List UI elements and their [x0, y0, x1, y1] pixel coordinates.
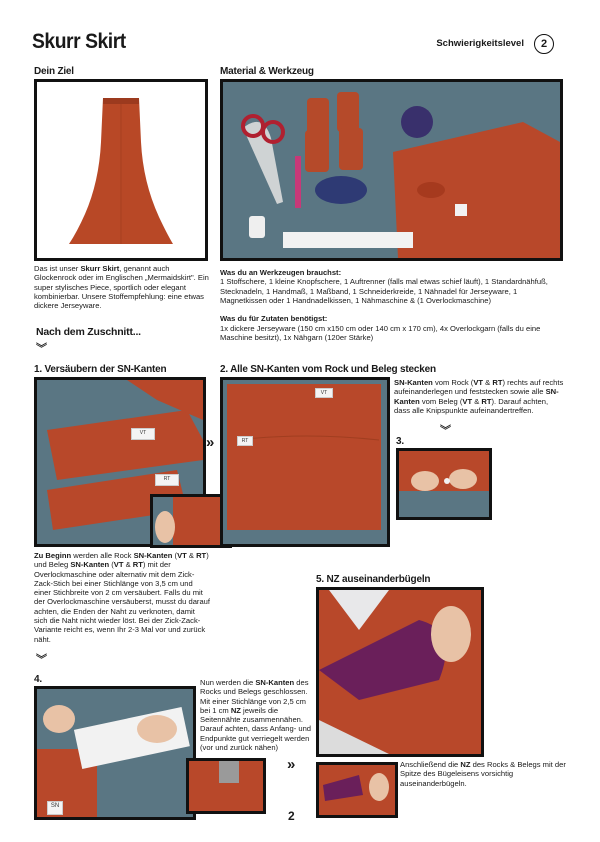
- step1-text: Zu Beginn werden alle Rock SN-Kanten (VT & RT) und Beleg SN-Kanten (VT & RT) mit der Overlockmaschine oder alternativ mit dem Zick-Zack-Stich bei einer Stichlänge von 3,5 cm und einer Stichbreite von 2 cm versäubert. Falls du mit der Overlockmaschine versäuberst, musst du darauf achten, die Enden der Naht zu verknoten, damit sich die Naht nicht wieder löst. Bei der Zick-Zack-Variante reicht es, wenn Ihr 2-3 Mal vor und zurück näht.: [34, 551, 210, 644]
- difficulty-label: Schwierigkeitslevel: [436, 38, 524, 49]
- rt-tag: RT: [237, 436, 253, 446]
- goal-description: Das ist unser Skurr Skirt, genannt auch Glockenrock oder im Englischen „Mermaidskirt". Ein super stylisches Piece, sportlich oder elegant kombinierbar. Unsere Stoffempfehlung: eine etwas dickere Jerseyware.: [34, 264, 209, 311]
- step3-heading: 3.: [396, 436, 404, 447]
- double-chevron-down-icon: ︾: [36, 343, 47, 355]
- iron-detail-illustration: [319, 765, 395, 815]
- goal-photo: [34, 79, 208, 261]
- chevron-right-icon: »: [287, 756, 296, 773]
- materials-text: Was du an Werkzeugen brauchst: 1 Stoffschere, 1 kleine Knopfschere, 1 Auftrenner (falls mal etwas schief läuft), 1 Standardnähfuß, Stecknadeln, 1 Handmaß, 1 Maßband, 1 Schneiderkreide, 1 Nähnadel für Jerseyware, 1 Magnetkissen oder 1 Handnadelkissen, 1 Nähmaschine & (1 Overlockmaschine) Was du für Zutaten benötigst: 1x dickere Jerseyware (150 cm x150 cm oder 140 cm x 170 cm), 4x Overlockgarn (falls du eine Maschine besitzt), 1x Nähgarn (120er Stärke): [220, 268, 548, 343]
- double-chevron-down-icon: ︾: [440, 425, 451, 437]
- after-cut-heading: Nach dem Zuschnitt...: [36, 326, 141, 338]
- step3-photo: [396, 448, 492, 520]
- goal-heading: Dein Ziel: [34, 66, 74, 77]
- skirt-illustration: [37, 82, 205, 258]
- materials-heading: Material & Werkzeug: [220, 66, 314, 77]
- step4-detail-photo: [186, 758, 266, 814]
- double-chevron-down-icon: ︾: [36, 654, 47, 666]
- chevron-right-icon: »: [206, 434, 215, 451]
- page-number: 2: [288, 809, 295, 823]
- rt-tag: RT: [155, 474, 179, 486]
- sewing-detail-illustration: [153, 497, 229, 545]
- skirt-pinned-illustration: [223, 380, 387, 544]
- sn-tag: SN: [47, 801, 63, 815]
- hands-pinning-illustration: [399, 451, 489, 517]
- iron-illustration: [319, 590, 481, 754]
- step4-text: Nun werden die SN-Kanten des Rocks und Belegs geschlossen. Mit einer Stichlänge von 2,5 cm bei 1 cm NZ jeweils die Seitennähte zusammennähen. Darauf achten, dass Anfang- und Endpunkte gut verriegelt werden (vor und zurück nähen): [200, 678, 312, 753]
- step2-heading: 2. Alle SN-Kanten vom Rock und Beleg stecken: [220, 364, 436, 375]
- page-title: Skurr Skirt: [32, 30, 126, 53]
- vt-tag: VT: [315, 388, 333, 398]
- step5-text: Anschließend die NZ des Rocks & Belegs mit der Spitze des Bügeleisens vorsichtig auseinanderbügeln.: [400, 760, 566, 788]
- step5-heading: 5. NZ auseinanderbügeln: [316, 574, 431, 585]
- step4-heading: 4.: [34, 674, 42, 685]
- sewing-machine-detail-illustration: [189, 761, 263, 811]
- vt-tag: VT: [131, 428, 155, 440]
- materials-photo: [220, 79, 563, 261]
- step5-photo: [316, 587, 484, 757]
- step2-text: SN-Kanten vom Rock (VT & RT) rechts auf rechts aufeinanderlegen und feststecken sowie alle SN-Kanten vom Beleg (VT & RT). Darauf achten, dass alle Knipspunkte aufeinandertreffen.: [394, 378, 564, 415]
- step2-photo: [220, 377, 390, 547]
- step5-detail-photo: [316, 762, 398, 818]
- difficulty-level-badge: 2: [534, 34, 554, 54]
- step4-photo: [34, 686, 196, 820]
- tools-illustration: [223, 82, 560, 258]
- step1-heading: 1. Versäubern der SN-Kanten: [34, 364, 167, 375]
- hand-measure-illustration: [37, 689, 193, 817]
